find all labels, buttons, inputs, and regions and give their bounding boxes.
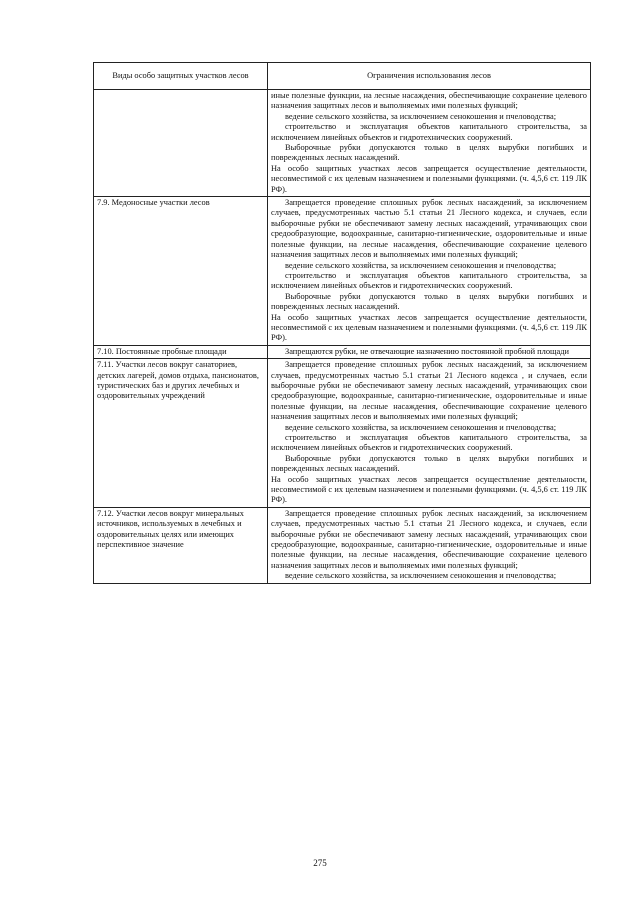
restriction-cell: [268, 345, 591, 358]
header-forest-types: Виды особо защитных участков лесов: [94, 63, 268, 90]
restriction-cell: [268, 90, 591, 197]
page-number: 275: [313, 858, 327, 868]
table-header-row: [94, 63, 591, 90]
restriction-paragraph: Запрещается проведение сплошных рубок лесных насаждений, за исключением случаев, предусмотренных частью 5.1 статьи 21 Лесного кодекса, и случаев, если выборочные рубки не обеспечивают замену лесных насаждений, утрачивающих свои средообразующие, водоохранные, санитарно-гигиенические, оздоровительные и иные полезные функции, на лесные насаждения, обеспечивающие сохранение целевого назначения защитных лесов и выполняемых ими полезных функций;: [271, 508, 587, 570]
restriction-paragraph: Запрещается проведение сплошных рубок лесных насаждений, за исключением случаев, предусмотренных частью 5.1 статьи 21 Лесного кодекса, и случаев, если выборочные рубки не обеспечивают замену лесных насаждений, утрачивающих свои средообразующие, водоохранные, санитарно-гигиенические, оздоровительные и иные полезные функции, на лесные насаждения, обеспечивающие сохранение целевого назначения защитных лесов и выполняемых ими полезных функций;: [271, 198, 587, 260]
restriction-paragraph: иные полезные функции, на лесные насаждения, обеспечивающие сохранение целевого назначения защитных лесов и выполняемых ими полезных функций;: [271, 91, 587, 111]
table-row: [94, 359, 591, 508]
restriction-paragraph: Выборочные рубки допускаются только в целях вырубки погибших и поврежденных лесных насаждений.: [271, 291, 587, 312]
header-restrictions: Ограничения использования лесов: [268, 63, 591, 90]
table-row: [94, 345, 591, 358]
restriction-cell: [268, 359, 591, 508]
restriction-paragraph: На особо защитных участках лесов запрещается осуществление деятельности, несовместимой с их целевым назначением и полезными функциями. (ч. 4,5,6 ст. 119 ЛК РФ).: [271, 312, 587, 343]
restriction-paragraph: Запрещается проведение сплошных рубок лесных насаждений, за исключением случаев, предусмотренных частью 5.1 статьи 21 Лесного кодекса , и случаев, если выборочные рубки не обеспечивают замену лесных насаждений, утрачивающих свои средообразующие, водоохранные, санитарно-гигиенические, оздоровительные и иные полезные функции, на лесные насаждения, обеспечивающие сохранение целевого назначения защитных лесов и выполняемых ими полезных функций;: [271, 360, 587, 422]
table-row: [94, 507, 591, 583]
restriction-paragraph: строительство и эксплуатация объектов капитального строительства, за исключением линейных объектов и гидротехнических сооружений.: [271, 122, 587, 142]
restriction-paragraph: ведение сельского хозяйства, за исключением сенокошения и пчеловодства;: [285, 422, 557, 432]
forest-type-cell: 7.9. Медоносные участки лесов: [94, 197, 268, 346]
table-row: [94, 90, 591, 197]
restriction-paragraph: На особо защитных участках лесов запрещается осуществление деятельности, несовместимой с их целевым назначением и полезными функциями. (ч. 4,5,6 ст. 119 ЛК РФ).: [271, 163, 587, 194]
restriction-paragraph: строительство и эксплуатация объектов капитального строительства, за исключением линейных объектов и гидротехнических сооружений.: [271, 433, 587, 453]
restriction-paragraph: Запрещаются рубки, не отвечающие назначению постоянной пробной площади: [285, 346, 569, 356]
restriction-paragraph: строительство и эксплуатация объектов капитального строительства, за исключением линейных объектов и гидротехнических сооружений.: [271, 270, 587, 291]
restriction-paragraph: Выборочные рубки допускаются только в целях вырубки погибших и поврежденных лесных насаждений.: [271, 143, 587, 163]
forest-type-cell: 7.10. Постоянные пробные площади: [94, 345, 268, 358]
forest-restrictions-table: [93, 62, 591, 584]
restriction-paragraph: Выборочные рубки допускаются только в целях вырубки погибших и поврежденных лесных насаждений.: [271, 453, 587, 474]
restriction-paragraph: На особо защитных участках лесов запрещается осуществление деятельности, несовместимой с их целевым назначением и полезными функциями. (ч. 4,5,6 ст. 119 ЛК РФ).: [271, 474, 587, 505]
forest-type-cell: [94, 90, 268, 197]
restriction-paragraph: ведение сельского хозяйства, за исключением сенокошения и пчеловодства;: [285, 260, 557, 270]
forest-type-cell: 7.12. Участки лесов вокруг минеральных источников, используемых в лечебных и оздоровительных целях или имеющих перспективное значение: [94, 507, 268, 583]
restriction-paragraph: ведение сельского хозяйства, за исключением сенокошения и пчеловодства;: [285, 571, 557, 581]
table-row: [94, 197, 591, 346]
restriction-paragraph: ведение сельского хозяйства, за исключением сенокошения и пчеловодства;: [285, 111, 557, 121]
restriction-cell: [268, 507, 591, 583]
table-body: [94, 90, 591, 584]
restriction-cell: [268, 197, 591, 346]
forest-type-cell: 7.11. Участки лесов вокруг санаториев, детских лагерей, домов отдыха, пансионатов, туристических баз и других лечебных и оздоровительных учреждений: [94, 359, 268, 508]
